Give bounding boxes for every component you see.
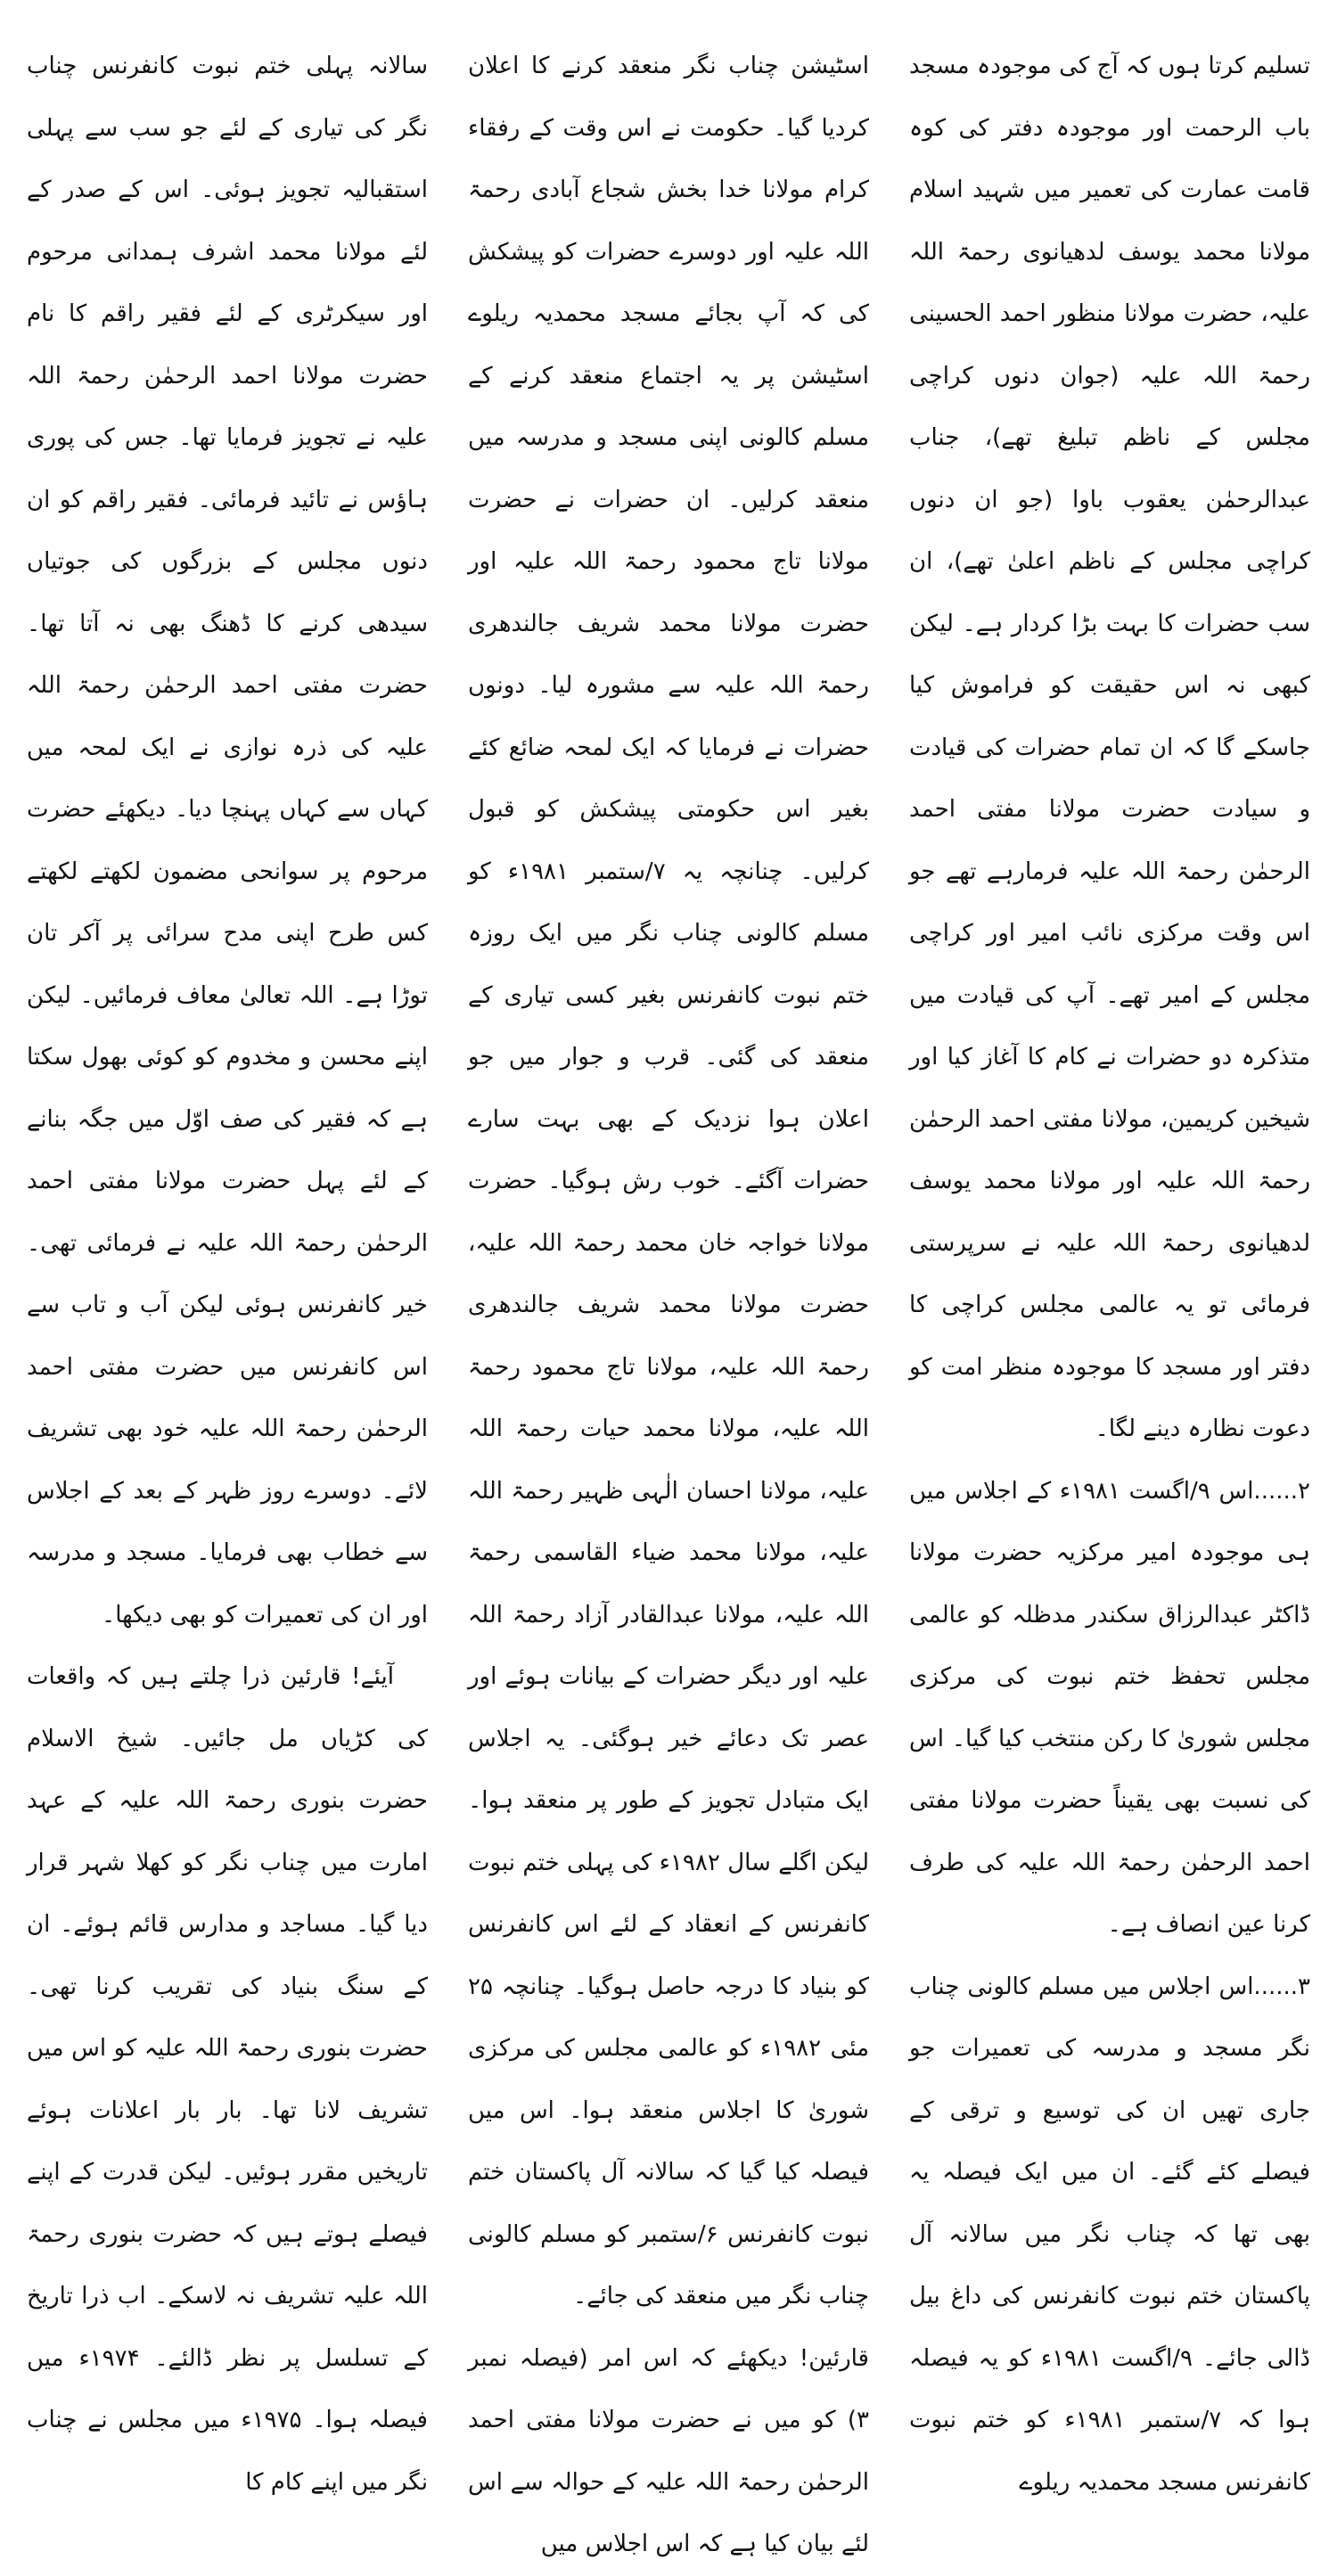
- paragraph: آیئے! قارئین ذرا چلتے ہیں کہ واقعات کی کڑیاں مل جائیں۔ شیخ الاسلام حضرت بنوری رحمۃ اللہ علیہ کے عہد امارت میں چناب نگر کو کھلا شہر قرار دیا گیا۔ مساجد و مدارس قائم ہوئے۔ ان کے سنگ بنیاد کی تقریب کرنا تھی۔ حضرت بنوری رحمۃ اللہ علیہ کو اس میں تشریف لانا تھا۔ بار بار اعلانات ہوئے تاریخیں مقرر ہوئیں۔ لیکن قدرت کے اپنے فیصلے ہوتے ہیں کہ حضرت بنوری رحمۃ اللہ علیہ تشریف نہ لاسکے۔ اب ذرا تاریخ کے تسلسل پر نظر ڈالئے۔ ۱۹۷۴ء میں فیصلہ ہوا۔ ۱۹۷۵ء میں مجلس نے چناب نگر میں اپنے کام کا: [27, 1663, 428, 2496]
- paragraph: تسلیم کرتا ہوں کہ آج کی موجودہ مسجد باب الرحمت اور موجودہ دفتر کی کوہ قامت عمارت کی تعمیر میں شہید اسلام مولانا محمد یوسف لدھیانوی رحمۃ اللہ علیہ، حضرت مولانا منظور احمد الحسینی رحمۃ اللہ علیہ (جوان دنوں کراچی مجلس کے ناظم تبلیغ تھے)، جناب عبدالرحمٰن یعقوب باوا (جو ان دنوں کراچی مجلس کے ناظم اعلیٰ تھے)، ان سب حضرات کا بہت بڑا کردار ہے۔ لیکن کبھی نہ اس حقیقت کو فراموش کیا جاسکے گا کہ ان تمام حضرات کی قیادت و سیادت حضرت مولانا مفتی احمد الرحمٰن رحمۃ اللہ علیہ فرمارہے تھے جو اس وقت مرکزی نائب امیر اور کراچی مجلس کے امیر تھے۔ آپ کی قیادت میں متذکرہ دو حضرات نے کام کا آغاز کیا اور شیخین کریمین، مولانا مفتی احمد الرحمٰن رحمۃ اللہ علیہ اور مولانا محمد یوسف لدھیانوی رحمۃ اللہ علیہ نے سرپرستی فرمائی تو یہ عالمی مجلس کراچی کا دفتر اور مسجد کا موجودہ منظر امت کو دعوت نظارہ دینے لگا۔: [909, 53, 1310, 1442]
- paragraph: اسٹیشن چناب نگر منعقد کرنے کا اعلان کردیا گیا۔ حکومت نے اس وقت کے رفقاء کرام مولانا خدا بخش شجاع آبادی رحمۃ اللہ علیہ اور دوسرے حضرات کو پیشکش کی کہ آپ بجائے مسجد محمدیہ ریلوے اسٹیشن پر یہ اجتماع منعقد کرنے کے مسلم کالونی اپنی مسجد و مدرسہ میں منعقد کرلیں۔ ان حضرات نے حضرت مولانا تاج محمود رحمۃ اللہ علیہ اور حضرت مولانا محمد شریف جالندھری رحمۃ اللہ علیہ سے مشورہ لیا۔ دونوں حضرات نے فرمایا کہ ایک لمحہ ضائع کئے بغیر اس حکومتی پیشکش کو قبول کرلیں۔ چنانچہ یہ ۷/ستمبر ۱۹۸۱ء کو مسلم کالونی چناب نگر میں ایک روزہ ختم نبوت کانفرنس بغیر کسی تیاری کے منعقد کی گئی۔ قرب و جوار میں جو اعلان ہوا نزدیک کے بھی بہت سارے حضرات آگئے۔ خوب رش ہوگیا۔ حضرت مولانا خواجہ خان محمد رحمۃ اللہ علیہ، حضرت مولانا محمد شریف جالندھری رحمۃ اللہ علیہ، مولانا تاج محمود رحمۃ اللہ علیہ، مولانا محمد حیات رحمۃ اللہ علیہ، مولانا احسان الٰہی ظہیر رحمۃ اللہ علیہ، مولانا محمد ضیاء القاسمی رحمۃ اللہ علیہ، مولانا عبدالقادر آزاد رحمۃ اللہ علیہ اور دیگر حضرات کے بیانات ہوئے اور عصر تک دعائے خیر ہوگئی۔ یہ اجلاس ایک متبادل تجویز کے طور پر منعقد ہوا۔ لیکن اگلے سال ۱۹۸۲ء کی پہلی ختم نبوت کانفرنس کے انعقاد کے لئے اس کانفرنس کو بنیاد کا درجہ حاصل ہوگیا۔ چنانچہ ۲۵ مئی ۱۹۸۲ء کو عالمی مجلس کی مرکزی شوریٰ کا اجلاس منعقد ہوا۔ اس میں فیصلہ کیا گیا کہ سالانہ آل پاکستان ختم نبوت کانفرنس ۶/ستمبر کو مسلم کالونی چناب نگر میں منعقد کی جائے۔: [468, 53, 870, 2309]
- paragraph: سالانہ پہلی ختم نبوت کانفرنس چناب نگر کی تیاری کے لئے جو سب سے پہلی استقبالیہ تجویز ہوئی۔ اس کے صدر کے لئے مولانا محمد اشرف ہمدانی مرحوم اور سیکرٹری کے لئے فقیر راقم کا نام حضرت مولانا احمد الرحمٰن رحمۃ اللہ علیہ نے تجویز فرمایا تھا۔ جس کی پوری ہاؤس نے تائید فرمائی۔ فقیر راقم کو ان دنوں مجلس کے بزرگوں کی جوتیاں سیدھی کرنے کا ڈھنگ بھی نہ آتا تھا۔ حضرت مفتی احمد الرحمٰن رحمۃ اللہ علیہ کی ذرہ نوازی نے ایک لمحہ میں کہاں سے کہاں پہنچا دیا۔ دیکھئے حضرت مرحوم پر سوانحی مضمون لکھتے لکھتے کس طرح اپنی مدح سرائی پر آکر تان توڑا ہے۔ اللہ تعالیٰ معاف فرمائیں۔ لیکن اپنے محسن و مخدوم کو کوئی بھول سکتا ہے کہ فقیر کی صف اوّل میں جگہ بنانے کے لئے پہل حضرت مولانا مفتی احمد الرحمٰن رحمۃ اللہ علیہ نے فرمائی تھی۔ خیر کانفرنس ہوئی لیکن آب و تاب سے اس کانفرنس میں حضرت مفتی احمد الرحمٰن رحمۃ اللہ علیہ خود بھی تشریف لائے۔ دوسرے روز ظہر کے بعد کے اجلاس سے خطاب بھی فرمایا۔ مسجد و مدرسہ اور ان کی تعمیرات کو بھی دیکھا۔: [27, 53, 428, 1628]
- column-middle: [468, 36, 870, 2557]
- paragraph: ۳......اس اجلاس میں مسلم کالونی چناب نگر مسجد و مدرسہ کی تعمیرات جو جاری تھیں ان کی توسیع و ترقی کے فیصلے کئے گئے۔ ان میں ایک فیصلہ یہ بھی تھا کہ چناب نگر میں سالانہ آل پاکستان ختم نبوت کانفرنس کی داغ بیل ڈالی جائے۔ ۹/اگست ۱۹۸۱ء کو یہ فیصلہ ہوا کہ ۷/ستمبر ۱۹۸۱ء کو ختم نبوت کانفرنس مسجد محمدیہ ریلوے: [909, 1973, 1310, 2496]
- paragraph: قارئین! دیکھئے کہ اس امر (فیصلہ نمبر ۳) کو میں نے حضرت مولانا مفتی احمد الرحمٰن رحمۃ اللہ علیہ کے حوالہ سے اس لئے بیان کیا ہے کہ اس اجلاس میں: [468, 2344, 869, 2557]
- column-left: [27, 36, 428, 2496]
- column-right: [909, 36, 1310, 2496]
- paragraph: ۲......اس ۹/اگست ۱۹۸۱ء کے اجلاس میں ہی موجودہ امیر مرکزیہ حضرت مولانا ڈاکٹر عبدالرزاق سکندر مدظلہ کو عالمی مجلس تحفظ ختم نبوت کی مرکزی مجلس شوریٰ کا رکن منتخب کیا گیا۔ اس کی نسبت بھی یقیناً حضرت مولانا مفتی احمد الرحمٰن رحمۃ اللہ علیہ کی طرف کرنا عین انصاف ہے۔: [909, 1477, 1310, 1938]
